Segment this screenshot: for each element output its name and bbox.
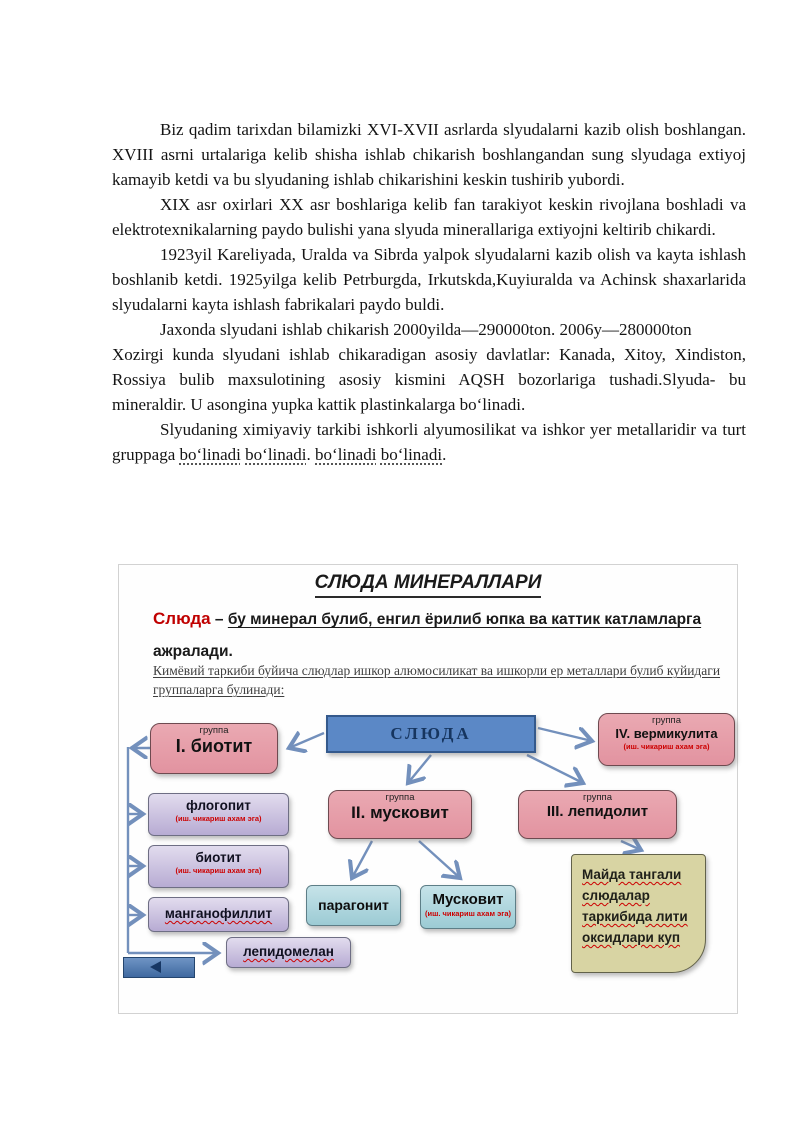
lepidolite-note-box [571,854,706,973]
member-label: Мусковит [432,891,504,908]
group-label: I. биотит [175,736,253,756]
group-label: IV. вермикулита [615,726,718,741]
member-box-paragonite [306,885,401,926]
definition-text [153,603,719,668]
group-tag: группа [199,725,229,736]
definition-term: Слюда [153,609,211,628]
paragraph: Jaxonda slyudani ishlab chikarish 2000yilda—290000ton. 2006y—280000ton [160,320,692,339]
group-note: (иш. чикариш ахам эга) [623,742,710,751]
paragraph: 1923yil Kareliyada, Uralda va Sibrda yalpok slyudalarni kazib olish va kayta ishlash boshlanib ketdi. 1925yilga kelib Petrburgda, Irkutskda,Kuyiuralda va Achinsk shaxarlarida slyudalarni kayta ishlash fabrikalari paydo buldi. [112,245,746,314]
member-note: (иш. чикариш ахам эга) [175,866,262,875]
member-label: флогопит [186,798,251,813]
slide-title: СЛЮДА МИНЕРАЛЛАРИ [119,572,737,598]
document-text [112,117,746,467]
member-label: парагонит [318,897,389,913]
group-box-lepidolite [518,790,677,839]
group-label: III. лепидолит [546,803,649,820]
group-tag: группа [652,715,681,726]
group-box-vermiculite [598,713,735,766]
member-note: (иш. чикариш ахам эга) [175,814,262,823]
paragraph: Slyudaning ximiyaviy tarkibi ishkorli alyumosilikat va ishkor yer metallaridir va turt gruppaga bo‘linadi bo‘linadi. bo‘linadi bo‘linadi. [112,420,746,464]
paragraph: Biz qadim tarixdan bilamizki XVI-XVII asrlarda slyudalarni kazib olish boshlangan. XVIII asrni urtalariga kelib shisha ishlab chikarish boshlangandan sung slyudaga extiyoj kamayib ketdi va bu slyudaning ishlab chikarishini keskin tushirib yubordi. [112,120,746,189]
note-text: Майда тангали слюдалар таркибида лити оксидлари куп [582,867,688,945]
root-node-slyuda: СЛЮДА [326,715,536,753]
member-box-manganophyllite [148,897,289,932]
chemistry-paragraph: Кимёвий таркиби буйича слюдлар ишкор алюмосиликат ва ишкорли ер металлари булиб куйидаги группаларга булинади: [153,663,721,697]
group-label: II. мусковит [351,803,449,822]
member-label: лепидомелан [243,944,334,959]
embedded-slide-image[interactable] [118,564,738,1014]
member-box-muscovite [420,885,516,929]
member-box-lepidomelane [226,937,351,968]
member-label: биотит [195,850,242,865]
member-label: манганофиллит [164,906,273,921]
definition-dash: – [210,611,228,628]
paragraph: Xozirgi kunda slyudani ishlab chikaradigan asosiy davlatlar: Kanada, Xitoy, Xindiston, Rossiya bulib maxsulotining asosiy kismini AQSH bozorlariga tushadi.Slyuda- bu mineraldir. U asongina yupka kattik plastinkalarga bo‘linadi. [112,345,746,414]
paragraph: XIX asr oxirlari XX asr boshlariga kelib fan tarakiyot keskin rivojlana boshladi va elektrotexnikalarning paydo bulishi yana slyuda minerallariga extiyojni keltirib chikardi. [112,195,746,239]
member-note: (иш. чикариш ахам эга) [424,909,512,918]
back-triangle-icon [150,961,161,973]
definition-body: бу минерал булиб, енгил ёрилиб юпка ва каттик катламларга [227,611,702,628]
group-box-muscovite [328,790,472,839]
group-tag: группа [583,792,612,803]
definition-tail: ажралади. [153,643,233,660]
group-box-biotite [150,723,278,774]
back-button[interactable] [123,957,195,978]
member-box-phlogopite [148,793,289,836]
group-tag: группа [385,792,415,803]
member-box-biotite [148,845,289,888]
